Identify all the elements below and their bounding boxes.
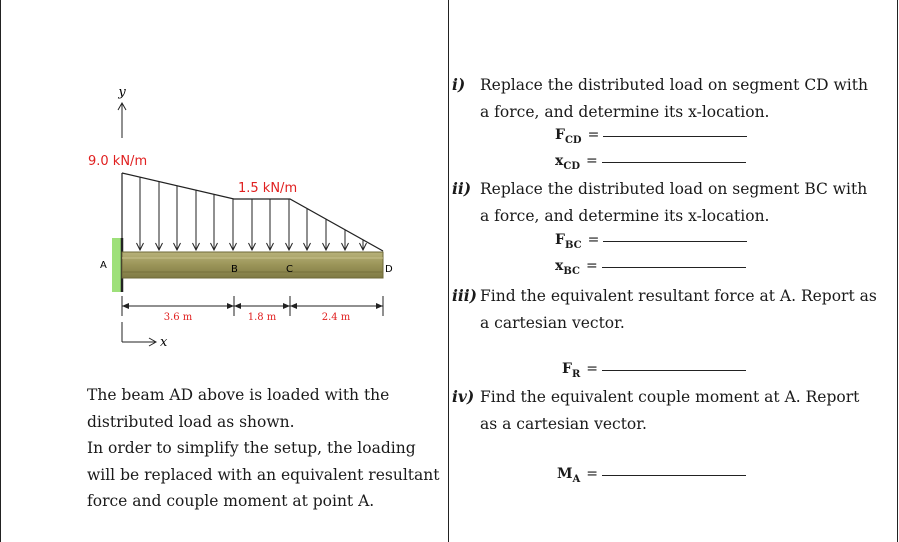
x-axis — [122, 322, 168, 350]
question-1-text: Replace the distributed load on segment CD with a force, and determine its x-location. — [480, 76, 868, 121]
answer-fcd: $F_{CD}$ = — [555, 127, 747, 146]
answer-fbc: $F_{BC}$ = — [555, 232, 747, 251]
answer-xcd-label: $x_{CD}$ — [555, 153, 580, 172]
answer-fbc-label: $F_{BC}$ — [555, 232, 582, 251]
question-4-number: iv) — [452, 387, 475, 406]
question-1-number: i) — [452, 75, 466, 94]
question-4-text: Find the equivalent couple moment at A. Report as a cartesian vector. — [480, 388, 860, 433]
answer-xcd: $x_{CD}$ = — [555, 153, 746, 172]
y-axis-label: y — [118, 85, 126, 100]
beam — [122, 252, 383, 278]
answer-fr: $F_R$ = — [562, 361, 746, 380]
y-axis — [117, 85, 126, 138]
answer-fcd-label: $F_{CD}$ — [555, 127, 582, 146]
dim-cd-label: 2.4 m — [321, 312, 351, 323]
point-a-label: A — [100, 260, 107, 271]
answer-ma: $M_A$ = — [557, 466, 746, 485]
description-line-1: The beam AD above is loaded with the distributed load as shown. — [87, 386, 390, 431]
load-left-label: 9.0 kN/m — [88, 154, 148, 169]
column-divider — [448, 0, 449, 542]
beam-diagram — [0, 0, 448, 380]
answer-ma-blank[interactable] — [602, 474, 746, 476]
dim-bc-label: 1.8 m — [247, 312, 277, 323]
right-border — [897, 0, 898, 542]
answer-fr-label: $F_R$ — [562, 361, 581, 380]
load-mid-label: 1.5 kN/m — [238, 181, 298, 196]
answer-xbc-label: $x_{BC}$ — [555, 258, 580, 277]
description-line-2: In order to simplify the setup, the loading will be replaced with an equivalent resultant force and couple moment at point A. — [87, 439, 440, 510]
question-3-text: Find the equivalent resultant force at A. Report as a cartesian vector. — [480, 287, 877, 332]
question-2-number: ii) — [452, 179, 472, 198]
answer-ma-label: $M_A$ — [557, 466, 581, 485]
fixed-support — [112, 238, 122, 292]
answer-fbc-blank[interactable] — [603, 240, 747, 242]
answer-xbc-blank[interactable] — [602, 266, 746, 268]
question-3-number: iii) — [452, 286, 477, 305]
point-b-label: B — [231, 264, 238, 275]
question-2-text: Replace the distributed load on segment BC with a force, and determine its x-location. — [480, 180, 868, 225]
answer-fr-blank[interactable] — [602, 369, 746, 371]
dim-ab-label: 3.6 m — [163, 312, 193, 323]
answer-xcd-blank[interactable] — [602, 161, 746, 163]
problem-description — [87, 382, 447, 515]
point-c-label: C — [286, 264, 293, 275]
answer-xbc: $x_{BC}$ = — [555, 258, 746, 277]
x-axis-label: x — [160, 335, 168, 350]
point-d-label: D — [385, 264, 393, 275]
answer-fcd-blank[interactable] — [603, 135, 747, 137]
